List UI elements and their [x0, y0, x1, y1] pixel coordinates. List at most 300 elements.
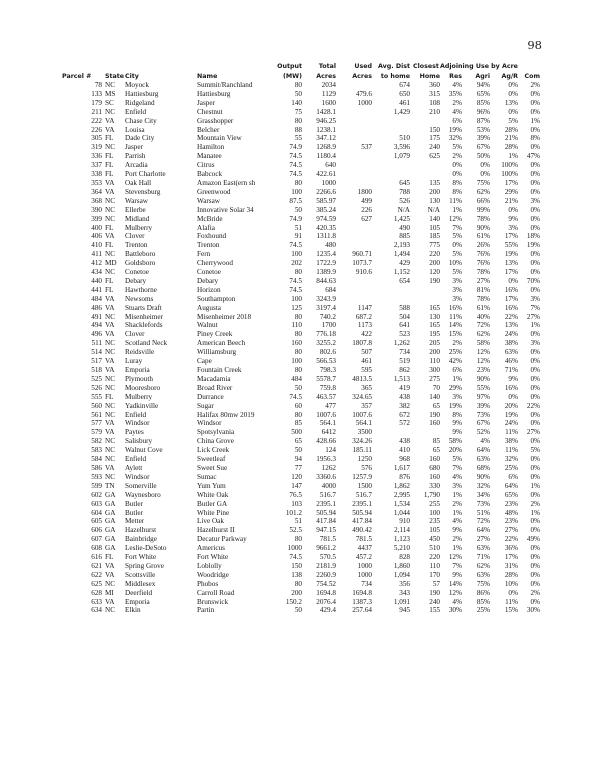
cell-agr: 9%: [508, 374, 518, 383]
cell-agr: 28%: [504, 143, 518, 152]
cell-com: 0%: [530, 419, 541, 428]
cell-used-acres: 687.2: [355, 312, 372, 321]
cell-city: Clover: [125, 232, 145, 241]
cell-res: 9%: [452, 428, 462, 437]
cell-agr: 28%: [504, 125, 518, 134]
cell-total-acres: 759.8: [319, 383, 336, 392]
cell-home: 160: [429, 419, 440, 428]
cell-state: VA: [105, 321, 115, 330]
cell-mw: 74.5: [289, 161, 302, 170]
table-row: [62, 90, 540, 99]
cell-mw: 80: [294, 81, 302, 89]
cell-city: Windsor: [125, 419, 150, 428]
cell-state: FL: [105, 134, 114, 143]
cell-mw: 91: [294, 232, 302, 241]
cell-state: MS: [105, 89, 116, 98]
cell-name: Belcher: [197, 125, 220, 134]
cell-parcel: 78: [94, 81, 102, 89]
cell-agri: 50%: [476, 152, 490, 161]
cell-com: 0%: [530, 366, 541, 374]
cell-name: Live Oak: [197, 517, 224, 526]
cell-agri: 78%: [476, 294, 490, 303]
cell-agri: 25%: [476, 606, 490, 615]
cell-parcel: 608: [91, 544, 102, 553]
cell-name: Fort White: [197, 553, 229, 562]
cell-city: Waynesboro: [125, 490, 161, 499]
cell-state: VA: [105, 116, 115, 125]
cell-home: 195: [429, 330, 440, 339]
cell-home: 105: [429, 223, 440, 232]
cell-parcel: 496: [91, 330, 102, 339]
cell-res: 2%: [452, 535, 462, 544]
cell-state: VA: [105, 125, 115, 134]
cell-city: Reidsville: [125, 348, 155, 357]
cell-to-home: 429: [399, 259, 410, 268]
cell-res: 7%: [452, 463, 462, 472]
cell-res: 2%: [452, 339, 462, 348]
cell-city: Enfield: [125, 410, 147, 419]
cell-city: Midland: [125, 214, 150, 223]
solar-parcel-table: [62, 62, 540, 615]
cell-agr: 71%: [504, 366, 518, 374]
cell-agr: 32%: [504, 455, 518, 464]
cell-agr: 6%: [508, 472, 518, 481]
cell-res: 19%: [448, 125, 462, 134]
cell-home: 155: [429, 606, 440, 615]
cell-mw: 77: [294, 463, 302, 472]
cell-agri: 27%: [476, 276, 490, 285]
cell-agri: 39%: [476, 401, 490, 410]
cell-com: 0%: [530, 187, 541, 196]
cell-com: 18%: [526, 232, 541, 241]
cell-home: 1,790: [423, 490, 440, 499]
cell-total-acres: 781.5: [319, 535, 336, 544]
cell-used-acres: [336, 241, 372, 250]
cell-mw: 110: [291, 321, 302, 330]
cell-to-home: 1,862: [393, 481, 410, 490]
cell-state: VA: [105, 178, 115, 187]
cell-used-acres: 1694.8: [352, 588, 372, 597]
cell-to-home: 1,860: [393, 561, 410, 570]
header-output: Output: [277, 63, 302, 70]
cell-total-acres: 124: [325, 446, 336, 455]
cell-name: American Beech: [197, 339, 246, 348]
cell-parcel: 606: [91, 526, 102, 535]
cell-agr: 19%: [504, 250, 518, 259]
cell-res: 4%: [452, 81, 462, 89]
cell-total-acres: 5578.7: [316, 374, 336, 383]
cell-used-acres: 564.1: [355, 419, 372, 428]
cell-mw: 94: [294, 455, 302, 464]
cell-state: NC: [105, 579, 115, 588]
cell-parcel: 561: [91, 410, 102, 419]
cell-agr: 24%: [504, 330, 518, 339]
cell-city: Fort White: [125, 553, 157, 562]
cell-state: NC: [105, 196, 115, 205]
cell-to-home: 356: [399, 579, 410, 588]
cell-city: Metter: [125, 517, 145, 526]
cell-agr: 16%: [504, 285, 518, 294]
table-row: [62, 241, 540, 250]
cell-agri: 65%: [476, 89, 490, 98]
cell-total-acres: 570.5: [319, 553, 336, 562]
col-com: Com: [524, 72, 541, 80]
cell-com: 0%: [530, 490, 541, 499]
cell-com: 3%: [530, 294, 541, 303]
cell-parcel: 222: [91, 116, 102, 125]
cell-mw: 74.5: [289, 392, 302, 401]
cell-agri: 64%: [476, 446, 490, 455]
cell-agr: 100%: [501, 170, 518, 179]
cell-to-home: 438: [399, 437, 410, 446]
cell-res: 12%: [448, 214, 462, 223]
cell-to-home: 343: [399, 588, 410, 597]
cell-used-acres: [336, 179, 372, 188]
cell-parcel: 179: [91, 98, 102, 107]
cell-agr: 22%: [504, 535, 518, 544]
header-avg-dist: Avg. Dist: [378, 63, 410, 70]
cell-agri: 87%: [476, 116, 490, 125]
cell-name: China Grove: [197, 437, 234, 446]
cell-parcel: 319: [91, 143, 102, 152]
cell-home: 140: [429, 214, 440, 223]
cell-home: [410, 170, 440, 179]
cell-parcel: 411: [91, 250, 102, 259]
table-row: [62, 473, 540, 482]
cell-used-acres: 1500: [357, 481, 372, 490]
table-row: [62, 366, 540, 375]
cell-state: FL: [105, 553, 114, 562]
cell-agr: 48%: [504, 508, 518, 517]
cell-state: VA: [105, 232, 115, 241]
cell-mw: 50: [294, 205, 302, 214]
cell-to-home: [372, 117, 410, 126]
cell-com: 0%: [530, 455, 541, 464]
cell-to-home: 519: [399, 357, 410, 366]
cell-mw: 60: [294, 401, 302, 410]
cell-name: Augusta: [197, 303, 221, 312]
cell-agri: 85%: [476, 98, 490, 107]
cell-total-acres: 1268.9: [316, 143, 336, 152]
cell-total-acres: 385.24: [316, 205, 336, 214]
cell-com: 2%: [530, 81, 541, 89]
cell-home: 240: [429, 597, 440, 606]
cell-state: GA: [105, 526, 116, 535]
cell-parcel: 555: [91, 392, 102, 401]
cell-agri: 72%: [476, 517, 490, 526]
cell-home: 165: [429, 303, 440, 312]
cell-agri: 81%: [476, 285, 490, 294]
cell-com: 0%: [530, 178, 541, 187]
cell-city: Enfield: [125, 455, 147, 464]
cell-res: 4%: [452, 517, 462, 526]
cell-agr: 15%: [504, 606, 518, 615]
cell-agri: 4%: [480, 437, 490, 446]
cell-used-acres: 417.84: [352, 517, 372, 526]
cell-total-acres: 564.1: [319, 419, 336, 428]
cell-name: Williamsburg: [197, 348, 237, 357]
cell-to-home: 2,193: [393, 241, 410, 250]
cell-res: 2%: [452, 98, 462, 107]
cell-total-acres: 640: [325, 161, 336, 170]
cell-com: 0%: [530, 268, 541, 277]
cell-com: 47%: [526, 152, 541, 161]
cell-parcel: 583: [91, 446, 102, 455]
cell-used-acres: 422: [361, 330, 372, 339]
cell-city: Shacklefords: [125, 321, 163, 330]
table-row: [62, 384, 540, 393]
table-row: [62, 580, 540, 589]
cell-com: 0%: [530, 544, 541, 553]
cell-name: Innovative Solar 34: [197, 205, 254, 214]
cell-mw: 50: [294, 606, 302, 615]
cell-res: 3%: [452, 481, 462, 490]
cell-res: 7%: [452, 223, 462, 232]
cell-res: 58%: [448, 437, 462, 446]
cell-used-acres: 960.71: [352, 250, 372, 259]
cell-agri: 75%: [476, 178, 490, 187]
cell-com: 2%: [530, 588, 541, 597]
cell-mw: 1000: [287, 544, 302, 553]
cell-state: NC: [105, 348, 115, 357]
cell-com: 0%: [530, 205, 541, 214]
cell-total-acres: 946.25: [316, 116, 336, 125]
cell-name: Yum Yum: [197, 481, 226, 490]
cell-agri: 67%: [476, 419, 490, 428]
cell-to-home: 1,494: [393, 250, 410, 259]
cell-home: 300: [429, 366, 440, 374]
table-row: [62, 259, 540, 268]
cell-used-acres: 1250: [357, 455, 372, 464]
cell-home: 360: [429, 81, 440, 89]
cell-used-acres: [336, 277, 372, 286]
cell-state: GA: [105, 517, 116, 526]
cell-agri: 76%: [476, 259, 490, 268]
cell-used-acres: [336, 295, 372, 304]
cell-com: 1%: [530, 116, 541, 125]
cell-mw: 140: [291, 98, 302, 107]
cell-res: 7%: [452, 561, 462, 570]
cell-home: 70: [432, 383, 440, 392]
cell-to-home: 1,123: [393, 535, 410, 544]
cell-agri: 68%: [476, 463, 490, 472]
col-agr: Ag/R: [501, 72, 518, 80]
cell-state: GA: [105, 544, 116, 553]
cell-mw: 85: [294, 419, 302, 428]
cell-com: 0%: [530, 107, 541, 116]
cell-name: Babcock: [197, 170, 223, 179]
cell-name: Butler GA: [197, 499, 228, 508]
cell-parcel: 634: [91, 606, 102, 615]
cell-state: VA: [105, 428, 115, 437]
cell-home: 110: [429, 561, 440, 570]
cell-used-acres: 576: [361, 463, 372, 472]
cell-total-acres: 1129: [321, 89, 336, 98]
cell-agr: 21%: [504, 196, 518, 205]
cell-name: Woodridge: [197, 570, 229, 579]
cell-total-acres: 3360.6: [316, 472, 336, 481]
cell-home: 775: [429, 241, 440, 250]
cell-mw: 50: [294, 383, 302, 392]
cell-city: Warsaw: [125, 196, 148, 205]
cell-agri: 86%: [476, 588, 490, 597]
cell-agri: 73%: [476, 499, 490, 508]
cell-city: Goldsboro: [125, 259, 156, 268]
cell-name: Brunswick: [197, 597, 229, 606]
cell-used-acres: 3500: [357, 428, 372, 437]
cell-agr: 17%: [504, 268, 518, 277]
cell-parcel: 517: [91, 357, 102, 366]
cell-city: Scotland Neck: [125, 339, 168, 348]
cell-agri: 76%: [476, 250, 490, 259]
cell-mw: 74.9: [289, 143, 302, 152]
table-row: [62, 491, 540, 500]
table-row: [62, 357, 540, 366]
table-row: [62, 143, 540, 152]
cell-com: 22%: [526, 401, 541, 410]
cell-res: 5%: [452, 250, 462, 259]
table-row: [62, 321, 540, 330]
cell-mw: 150: [291, 561, 302, 570]
cell-name: Sweet Sue: [197, 463, 228, 472]
cell-agri: 71%: [476, 553, 490, 562]
cell-home: 330: [429, 481, 440, 490]
cell-agr: 38%: [504, 339, 518, 348]
cell-agr: 0%: [508, 392, 518, 401]
cell-home: 150: [429, 125, 440, 134]
cell-mw: 51: [294, 517, 302, 526]
cell-com: 0%: [530, 348, 541, 357]
cell-home: 315: [429, 89, 440, 98]
cell-name: Macadamia: [197, 374, 231, 383]
cell-parcel: 491: [91, 312, 102, 321]
cell-com: 0%: [530, 170, 541, 179]
cell-to-home: 2,114: [394, 526, 410, 535]
cell-total-acres: 477: [325, 401, 336, 410]
cell-agri: 99%: [476, 205, 490, 214]
cell-parcel: 579: [91, 428, 102, 437]
cell-mw: 100: [291, 294, 302, 303]
cell-city: Spring Grove: [125, 561, 164, 570]
header-used: Used: [354, 63, 372, 70]
cell-res: 8%: [452, 410, 462, 419]
cell-to-home: 1,044: [393, 508, 410, 517]
cell-name: Debary: [197, 276, 219, 285]
cell-mw: 50: [294, 446, 302, 455]
cell-total-acres: 2260.9: [316, 570, 336, 579]
col-parcel: Parcel #: [62, 72, 92, 80]
cell-total-acres: 844.63: [316, 276, 336, 285]
cell-home: 57: [432, 579, 440, 588]
cell-to-home: 672: [399, 410, 410, 419]
cell-used-acres: 734: [361, 579, 372, 588]
cell-res: 8%: [452, 187, 462, 196]
col-city: City: [125, 72, 139, 80]
cell-home: 190: [429, 410, 440, 419]
cell-home: 510: [429, 544, 440, 553]
cell-mw: 74.5: [289, 553, 302, 562]
table-row: [62, 99, 540, 108]
cell-state: NC: [105, 250, 115, 259]
cell-name: Warsaw: [197, 196, 220, 205]
cell-used-acres: 2395.1: [352, 499, 372, 508]
cell-total-acres: 2266.6: [316, 187, 336, 196]
cell-total-acres: 1238.1: [316, 125, 336, 134]
cell-mw: 100: [291, 357, 302, 366]
cell-home: 205: [429, 339, 440, 348]
cell-parcel: 364: [91, 187, 102, 196]
cell-agri: 39%: [476, 134, 490, 143]
cell-total-acres: 1600: [321, 98, 336, 107]
cell-res: 3%: [452, 294, 462, 303]
cell-mw: 80: [294, 330, 302, 339]
cell-city: Arcadia: [125, 161, 148, 170]
cell-mw: 484: [291, 374, 302, 383]
cell-com: 0%: [530, 89, 541, 98]
table-row: [62, 232, 540, 241]
cell-com: 27%: [526, 312, 541, 321]
cell-city: Mulberry: [125, 223, 153, 232]
table-row: [62, 134, 540, 143]
cell-state: NC: [105, 383, 115, 392]
cell-city: Ridgeland: [125, 98, 155, 107]
cell-com: 0%: [530, 285, 541, 294]
cell-agri: 90%: [476, 472, 490, 481]
cell-state: VA: [105, 187, 115, 196]
cell-state: VA: [105, 294, 115, 303]
cell-name: Lick Creek: [197, 446, 230, 455]
cell-mw: 80: [294, 366, 302, 374]
cell-to-home: 504: [399, 312, 410, 321]
cell-city: Elkin: [125, 606, 141, 615]
cell-to-home: 1,079: [393, 152, 410, 161]
cell-total-acres: 428.66: [316, 437, 336, 446]
cell-mw: 138: [291, 570, 302, 579]
cell-home: 185: [429, 232, 440, 241]
table-row: [62, 553, 540, 562]
cell-city: Yadkinville: [125, 401, 159, 410]
cell-home: 65: [432, 401, 440, 410]
cell-name: Piney Creek: [197, 330, 233, 339]
cell-home: 240: [429, 143, 440, 152]
cell-total-acres: 1262: [321, 463, 336, 472]
cell-res: 42%: [448, 357, 462, 366]
table-row: [62, 250, 540, 259]
cell-used-acres: 627: [361, 214, 372, 223]
cell-city: Hattiesburg: [125, 89, 159, 98]
cell-agri: 66%: [476, 196, 490, 205]
table-row: [62, 455, 540, 464]
cell-state: NC: [105, 268, 115, 277]
cell-parcel: 605: [91, 517, 102, 526]
cell-home: 680: [429, 463, 440, 472]
table-row: [62, 500, 540, 509]
cell-agr: 23%: [504, 517, 518, 526]
cell-city: Port Charlotte: [125, 170, 166, 179]
cell-agr: 10%: [504, 579, 518, 588]
cell-agr: 100%: [501, 161, 518, 170]
cell-agri: 61%: [476, 303, 490, 312]
cell-city: Paytes: [125, 428, 144, 437]
cell-city: Bainbridge: [125, 535, 157, 544]
col-mw: (MW): [283, 72, 302, 80]
cell-com: 0%: [530, 98, 541, 107]
table-row: [62, 526, 540, 535]
cell-used-acres: [336, 161, 372, 170]
cell-com: 0%: [530, 472, 541, 481]
cell-mw: 120: [291, 472, 302, 481]
cell-agr: 13%: [504, 98, 518, 107]
